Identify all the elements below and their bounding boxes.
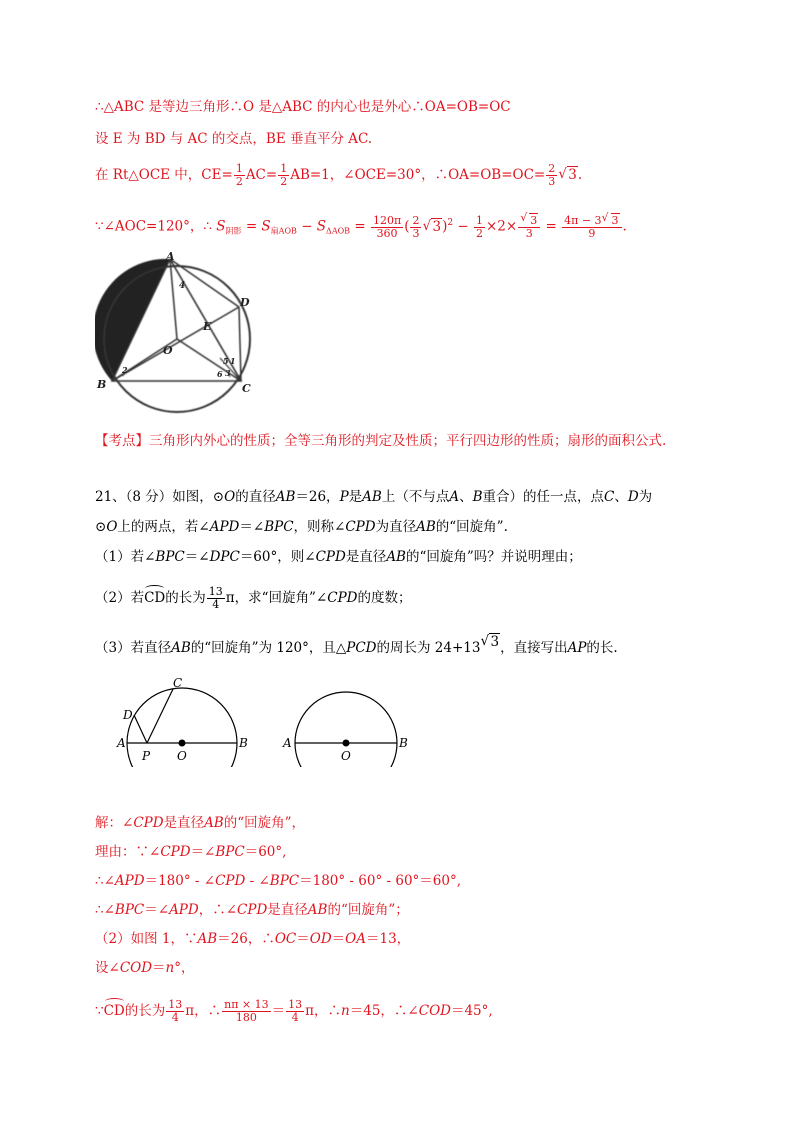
text: APD: [209, 519, 240, 535]
text: AB: [362, 489, 382, 505]
text: 、: [614, 489, 628, 505]
numerator: nπ × 13: [224, 998, 269, 1011]
text: O: [224, 489, 236, 505]
numerator: 2: [548, 162, 556, 175]
text: ＝: [271, 1003, 286, 1019]
solution-text: ∴△ABC 是等边三角形∴O 是△ABC 的内心也是外心∴OA=OB=OC: [95, 99, 511, 115]
text: °，: [174, 960, 195, 976]
text: P: [339, 489, 349, 505]
text: ＝180° - 60° - 60°＝60°,: [299, 873, 462, 889]
text: D: [627, 489, 639, 505]
denominator: 2: [280, 175, 288, 188]
solution-line-4: [95, 214, 627, 241]
text: （2）若: [95, 590, 145, 606]
angle-label: 1: [230, 356, 236, 366]
question-21-part-2: [95, 586, 412, 611]
text: ∴∠: [95, 873, 115, 889]
text: ＝13，: [365, 931, 411, 947]
text: BPC: [264, 519, 294, 535]
text: 为: [638, 489, 653, 505]
text: ，∴∠: [198, 902, 238, 918]
text: ，直接写出: [500, 640, 568, 656]
text: OD: [309, 931, 332, 947]
point-label-o: O: [163, 344, 173, 357]
subscript: 扇AOB: [270, 226, 297, 236]
answer-line-6: [95, 959, 195, 977]
center-dot: [343, 740, 350, 747]
numerator: 13: [168, 998, 183, 1011]
text: APD: [169, 902, 199, 918]
denominator: 3: [412, 226, 420, 240]
radicand: 3: [568, 167, 577, 183]
text: ＝: [296, 931, 310, 947]
text: COD: [119, 960, 153, 976]
arc-cd: CD: [103, 1003, 125, 1019]
angle-label: 2: [122, 365, 128, 375]
radicand: 3: [490, 634, 500, 650]
fraction-sqrt3-over-3: [518, 215, 540, 240]
area-symbol: S: [216, 218, 226, 235]
text: π，∴: [305, 1003, 342, 1019]
denominator: 2: [475, 226, 483, 240]
area-symbol: S: [261, 218, 271, 235]
sqrt-three: [520, 214, 538, 227]
fraction-half: [278, 163, 289, 188]
point-label-p: P: [142, 749, 151, 763]
text: 的长为: [124, 1003, 166, 1019]
text: CPD: [160, 844, 191, 860]
text: 上（不与点: [381, 489, 450, 505]
text: 的周长为 24+13: [376, 640, 481, 656]
text: CPD: [215, 873, 246, 889]
text: ): [442, 218, 448, 235]
text: −: [301, 218, 313, 235]
denominator: 4: [212, 598, 220, 611]
kaodian-text: 三角形内外心的性质；全等三角形的判定及性质；平行四边形的性质；扇形的面积公式.: [149, 433, 667, 449]
fraction-two-thirds: [410, 215, 421, 240]
segment-ao: [170, 259, 177, 339]
sqrt-three: [602, 214, 620, 227]
answer-line-5: [95, 930, 410, 948]
text: .: [577, 167, 583, 183]
text: ＝45°,: [450, 1003, 493, 1019]
angle-label: 5: [223, 356, 229, 366]
numerator: [518, 215, 540, 228]
radicand: 3: [611, 213, 619, 227]
point-label-d: D: [240, 296, 250, 309]
angle-label: 3: [225, 368, 231, 378]
text: 的“回旋角”；: [327, 902, 409, 918]
numerator: [562, 215, 621, 228]
text: 是直径: [345, 549, 387, 565]
text: 的长为: [165, 590, 206, 606]
text: 是直径: [163, 815, 205, 831]
point-label-e: E: [203, 320, 212, 333]
fraction-npi13-over-180: [222, 999, 271, 1024]
text: AC=: [245, 167, 278, 183]
text: 理由：∵∠: [95, 844, 161, 860]
text: ＝∠: [239, 519, 265, 535]
text: AB: [171, 640, 191, 656]
text: CPD: [315, 549, 346, 565]
point-label-b: B: [239, 736, 248, 750]
denominator: 9: [588, 226, 596, 240]
text: （2）如图 1，∵: [95, 931, 198, 947]
text: OC: [274, 931, 297, 947]
text: n: [341, 1003, 350, 1019]
text: =: [245, 218, 258, 235]
kaodian-line: [95, 432, 666, 450]
text: PCD: [346, 640, 377, 656]
point-label-c: C: [242, 382, 251, 395]
answer-line-3: [95, 872, 461, 890]
point-label-b: B: [399, 736, 408, 750]
text: 为直径: [375, 519, 417, 535]
text: AB: [307, 902, 328, 918]
text: AB=1，∠OCE=30°，∴OA=OB=OC=: [290, 167, 546, 183]
text: OA: [345, 931, 366, 947]
text: AB: [197, 931, 218, 947]
exponent: 2: [447, 218, 454, 228]
text: （3）若直径: [95, 640, 172, 656]
text: BPC: [155, 549, 185, 565]
text: A: [449, 489, 460, 505]
question-21-part-1: [95, 548, 582, 566]
numerator: 1: [475, 213, 483, 227]
text: AB: [204, 815, 224, 831]
text: 的“回旋角”为 120°，且△: [190, 640, 347, 656]
arc-cd: CD: [144, 590, 166, 606]
fraction-13-over-4: [286, 999, 304, 1024]
radicand: 3: [530, 213, 538, 227]
point-label-o: O: [177, 749, 187, 763]
text: 21、（8 分）如图，⊙: [95, 489, 225, 505]
answer-line-4: [95, 901, 409, 919]
subscript: ΔAOB: [326, 226, 351, 236]
fraction-120pi-360: [371, 215, 403, 240]
text: O: [106, 519, 118, 535]
text: ∵∠AOC=120°，∴: [95, 218, 212, 235]
text: CPD: [345, 519, 376, 535]
text: ＝∠: [184, 549, 210, 565]
text: 是: [348, 489, 363, 505]
denominator: 4: [291, 1011, 299, 1024]
denominator: 2: [235, 175, 243, 188]
point-label-o: O: [341, 749, 351, 763]
circle-figure-shaded: [95, 250, 265, 420]
segment-dc: [239, 307, 241, 381]
point-label-a: A: [166, 250, 175, 263]
text: =: [545, 218, 557, 235]
fraction-13-over-4: [207, 586, 225, 611]
denominator: 360: [376, 226, 398, 240]
segment-pd: [134, 715, 147, 743]
question-21-part-3: [95, 634, 618, 657]
text: 是直径: [267, 902, 308, 918]
text: ＝∠: [144, 902, 170, 918]
numerator: 1: [280, 162, 288, 175]
fraction-half: [234, 163, 245, 188]
radicand: 3: [432, 218, 442, 235]
solution-line-1: [95, 98, 511, 116]
numerator: 2: [412, 213, 420, 227]
text: −: [457, 218, 469, 235]
point-label-c: C: [173, 676, 183, 690]
angle-label: 6: [217, 369, 223, 379]
text: AB: [275, 489, 296, 505]
text: ＝26，: [295, 489, 340, 505]
text: ＝: [152, 960, 166, 976]
question-21-line-1: [95, 488, 652, 506]
answer-line-1: [95, 814, 305, 832]
text: （1）若∠: [95, 549, 156, 565]
text: 的度数；: [357, 590, 412, 606]
text: CPD: [327, 590, 358, 606]
text: BPC: [269, 873, 300, 889]
angle-label: 4: [179, 281, 186, 291]
fraction-result: [562, 215, 621, 240]
denominator: 180: [235, 1011, 257, 1024]
denominator: 4: [171, 1011, 179, 1024]
text: AB: [386, 549, 406, 565]
text: ＝: [331, 931, 346, 947]
numerator: 13: [208, 585, 223, 598]
text: 的长.: [586, 640, 618, 656]
center-dot: [179, 740, 186, 747]
question-21-line-2: [95, 518, 508, 536]
text: APD: [114, 873, 145, 889]
text: .: [622, 218, 627, 235]
text: 的直径: [235, 489, 276, 505]
text: ＝45，∴∠: [349, 1003, 419, 1019]
numerator: 13: [288, 998, 303, 1011]
denominator: 3: [525, 226, 533, 240]
point-label-a: A: [117, 736, 126, 750]
answer-line-2: [95, 843, 286, 861]
text: 4π − 3: [564, 213, 602, 227]
text: 的“回旋角”.: [435, 519, 508, 535]
text: 设∠: [95, 960, 120, 976]
text: π，求“回旋角”∠: [225, 590, 328, 606]
text: ＝180° - ∠: [144, 873, 216, 889]
text: ∴∠: [95, 902, 115, 918]
text: ＝26，∴: [217, 931, 275, 947]
sqrt-three: [558, 167, 578, 183]
text: 解：∠: [95, 815, 134, 831]
point-label-b: B: [97, 378, 107, 391]
circle-figure-2: [280, 672, 420, 767]
text: n: [165, 960, 175, 976]
point-label-a: A: [283, 736, 292, 750]
text: =: [354, 218, 366, 235]
text: 的“回旋角”吗？并说明理由；: [405, 549, 582, 565]
text: CPD: [133, 815, 164, 831]
sqrt-three: [422, 219, 442, 235]
text: (: [404, 218, 410, 235]
text: ＝60°,: [244, 844, 287, 860]
circle-figure-1: [110, 672, 250, 767]
sqrt-three: [480, 634, 500, 650]
numerator: 1: [235, 162, 243, 175]
fraction-half: [474, 215, 485, 240]
solution-line-2: [95, 130, 372, 148]
area-symbol: S: [316, 218, 327, 235]
numerator: 120π: [372, 213, 402, 227]
text: 在 Rt△OCE 中，CE=: [95, 167, 233, 183]
text: π，∴: [185, 1003, 222, 1019]
text: ⊙: [95, 519, 107, 535]
text: AB: [416, 519, 436, 535]
text: ×2×: [485, 218, 518, 235]
text: DPC: [209, 549, 240, 565]
text: BPC: [215, 844, 245, 860]
point-label-d: D: [123, 708, 133, 722]
solution-line-3: [95, 163, 582, 188]
text: ＝60°，则∠: [239, 549, 316, 565]
subscript: 阴影: [225, 226, 242, 236]
text: BPC: [114, 902, 145, 918]
text: ＝∠: [190, 844, 216, 860]
text: 的“回旋角”，: [223, 815, 306, 831]
kaodian-tag: 【考点】: [95, 433, 149, 449]
text: ，则称∠: [293, 519, 346, 535]
text: 上的两点，若∠: [117, 519, 210, 535]
text: ∵: [95, 1003, 104, 1019]
text: 重合）的任一点，点: [482, 489, 604, 505]
fraction-13-over-4: [166, 999, 184, 1024]
fraction-two-thirds: [546, 163, 557, 188]
text: COD: [418, 1003, 451, 1019]
text: AP: [567, 640, 587, 656]
solution-text: 设 E 为 BD 与 AC 的交点，BE 垂直平分 AC.: [95, 131, 373, 147]
answer-line-7: [95, 999, 493, 1024]
denominator: 3: [548, 175, 556, 188]
text: 、: [459, 489, 473, 505]
text: C: [604, 489, 615, 505]
text: B: [472, 489, 483, 505]
text: - ∠: [245, 873, 270, 889]
text: CPD: [237, 902, 268, 918]
